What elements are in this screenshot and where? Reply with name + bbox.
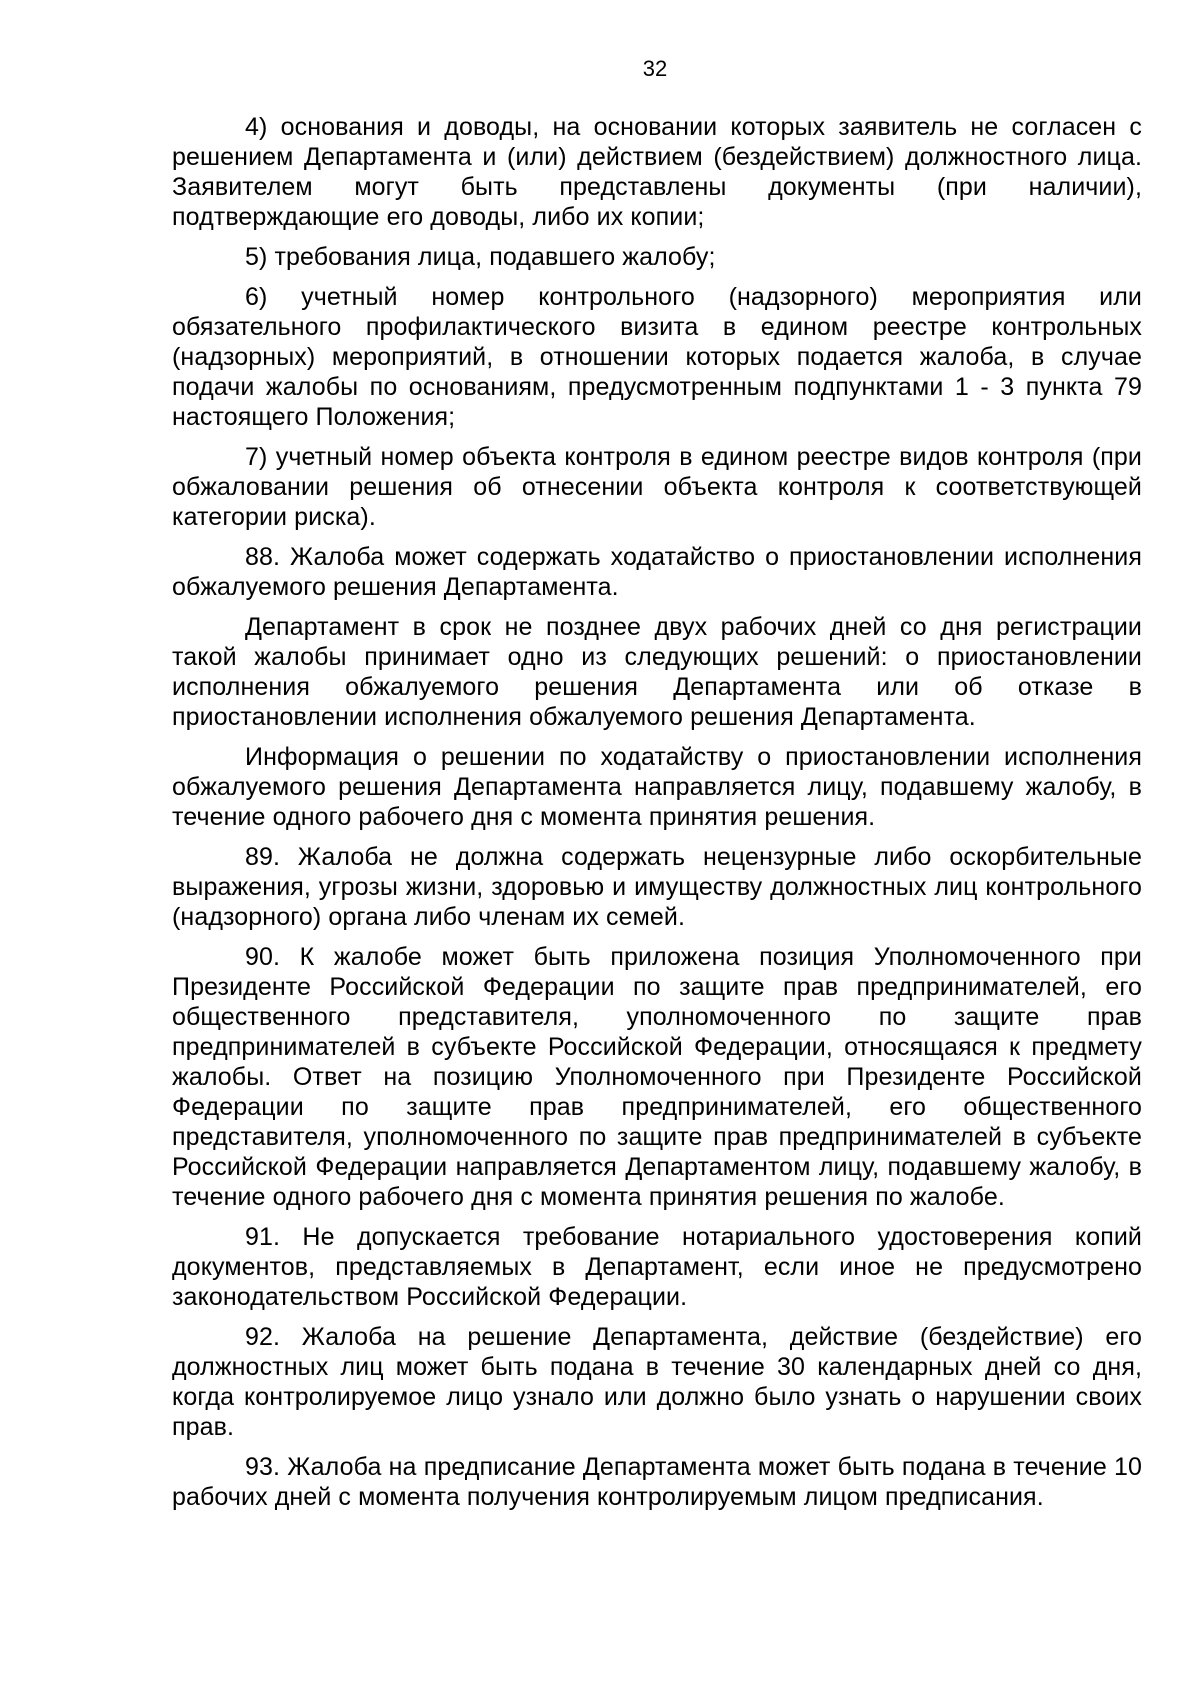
paragraph-item-4: 4) основания и доводы, на основании которых заявитель не согласен с решением Департамента и (или) действием (бездействием) должностного лица. Заявителем могут быть представлены документы (при наличии), подтверждающие его доводы, либо их копии; xyxy=(172,113,1142,231)
paragraph-93: 93. Жалоба на предписание Департамента может быть подана в течение 10 рабочих дней с момента получения контролируемым лицом предписания. xyxy=(172,1453,1142,1511)
paragraph-91: 91. Не допускается требование нотариального удостоверения копий документов, представляемых в Департамент, если иное не предусмотрено законодательством Российской Федерации. xyxy=(172,1223,1142,1311)
paragraph-item-5: 5) требования лица, подавшего жалобу; xyxy=(245,243,716,271)
paragraph-88-information: Информация о решении по ходатайству о приостановлении исполнения обжалуемого решения Департамента направляется лицу, подавшему жалобу, в течение одного рабочего дня с момента принятия решения. xyxy=(172,743,1142,831)
paragraph-90: 90. К жалобе может быть приложена позиция Уполномоченного при Президенте Российской Федерации по защите прав предпринимателей, его общественного представителя, уполномоченного по защите прав предпринимателей в субъекте Российской Федерации, относящаяся к предмету жалобы. Ответ на позицию Уполномоченного при Президенте Российской Федерации по защите прав предпринимателей, его общественного представителя, уполномоченного по защите прав предпринимателей в субъекте Российской Федерации направляется Департаментом лицу, подавшему жалобу, в течение одного рабочего дня с момента принятия решения по жалобе. xyxy=(172,943,1142,1211)
paragraph-item-6: 6) учетный номер контрольного (надзорного) мероприятия или обязательного профилактического визита в едином реестре контрольных (надзорных) мероприятий, в отношении которых подается жалоба, в случае подачи жалобы по основаниям, предусмотренным подпунктами 1 - 3 пункта 79 настоящего Положения; xyxy=(172,283,1142,431)
paragraph-92: 92. Жалоба на решение Департамента, действие (бездействие) его должностных лиц может быть подана в течение 30 календарных дней со дня, когда контролируемое лицо узнало или должно было узнать о нарушении своих прав. xyxy=(172,1323,1142,1441)
paragraph-88: 88. Жалоба может содержать ходатайство о приостановлении исполнения обжалуемого решения Департамента. xyxy=(172,543,1142,601)
paragraph-89: 89. Жалоба не должна содержать нецензурные либо оскорбительные выражения, угрозы жизни, здоровью и имуществу должностных лиц контрольного (надзорного) органа либо членам их семей. xyxy=(172,843,1142,931)
page-number: 32 xyxy=(642,56,668,81)
paragraph-item-7: 7) учетный номер объекта контроля в едином реестре видов контроля (при обжаловании решения об отнесении объекта контроля к соответствующей категории риска). xyxy=(172,443,1142,531)
document-body xyxy=(172,112,1142,1522)
paragraph-88-decision: Департамент в срок не позднее двух рабочих дней со дня регистрации такой жалобы принимает одно из следующих решений: о приостановлении исполнения обжалуемого решения Департамента или об отказе в приостановлении исполнения обжалуемого решения Департамента. xyxy=(172,613,1142,731)
